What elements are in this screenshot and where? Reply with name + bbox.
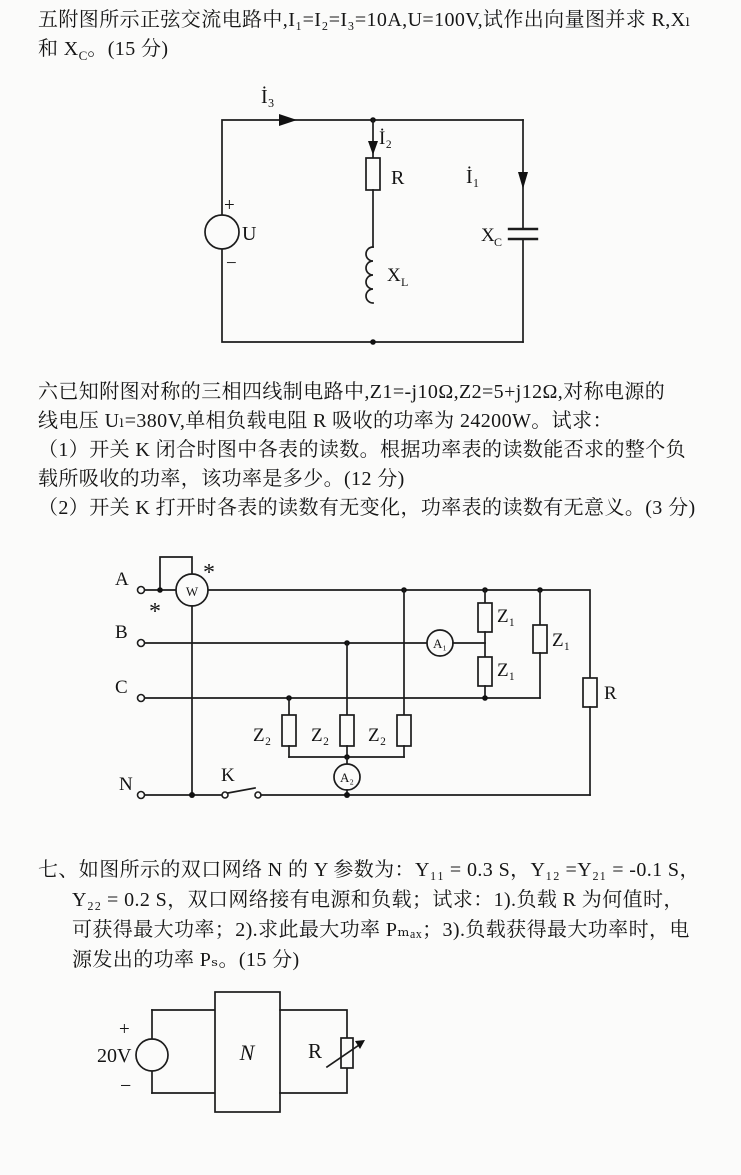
middle-branch [366, 117, 408, 345]
problem6-line2: 线电压 Uₗ=380V,单相负载电阻 R 吸收的功率为 24200W。试求： [38, 410, 613, 432]
circuit-diagram-two-port [90, 985, 390, 1120]
z1-right-label: Z₁ [552, 630, 571, 651]
phase-c-line [115, 677, 540, 702]
two-port-network-box [215, 992, 280, 1112]
problem6-line3: （1）开关 K 闭合时图中各表的读数。根据功率表的读数能否求的整个负 [38, 439, 687, 461]
wattmeter-star-bottom: * [149, 599, 161, 625]
r-load-branch [583, 678, 617, 795]
z2-mid-label: Z₂ [311, 725, 330, 746]
source-minus: − [120, 1075, 132, 1097]
problem7-line1: 七、如图所示的双口网络 N 的 Y 参数为：Y₁₁ = 0.3 S，Y₁₂ =Y₂₁ = -0.1 S， [38, 859, 700, 881]
wattmeter-star-top: * [203, 560, 215, 586]
z1-load-network [478, 587, 570, 701]
circuit-diagram-three-phase [100, 545, 660, 815]
problem6-line1: 六已知附图对称的三相四线制电路中,Z1=-j10Ω,Z2=5+j12Ω,对称电源的 [38, 381, 666, 403]
phase-b-label: B [115, 622, 128, 643]
phase-c-label: C [115, 677, 128, 698]
network-label: N [239, 1040, 255, 1065]
source-u-label: U [242, 223, 257, 245]
phase-b-line [115, 622, 485, 656]
z2-left-label: Z₂ [253, 725, 272, 746]
problem5-line2-sub: C [78, 48, 88, 63]
source-plus: + [119, 1019, 130, 1040]
resistor-r-label: R [391, 167, 405, 189]
z2-right-label: Z₂ [368, 725, 387, 746]
load-r-label: R [308, 1039, 323, 1063]
impedance-z2-mid [340, 715, 354, 746]
source-plus: + [224, 195, 235, 216]
z2-load-network [253, 587, 411, 795]
z1-bottom-label: Z₁ [497, 660, 516, 681]
switch-contact-right [255, 792, 261, 798]
i3-label: İ₃ [261, 86, 275, 108]
i1-label: İ₁ [466, 166, 480, 188]
terminal-b [138, 640, 145, 647]
i1-arrow [518, 172, 528, 189]
inductor-label-sub: L [401, 275, 409, 289]
load-port [280, 1010, 365, 1093]
wattmeter [149, 560, 215, 795]
load-r-label: R [604, 683, 617, 704]
circuit-diagram-ac [180, 75, 603, 365]
terminal-c [138, 695, 145, 702]
wattmeter-label: W [185, 584, 199, 599]
problem5-line2-post: 。(15 分) [87, 38, 169, 60]
impedance-z1-bottom [478, 657, 492, 686]
ammeter-a1-label: A₁ [433, 636, 447, 651]
switch-k-label: K [221, 765, 235, 786]
voltage-source-20v [97, 1019, 168, 1097]
right-branch [466, 165, 537, 249]
switch-contact-left [222, 792, 228, 798]
inductor-label-base: X [387, 265, 401, 286]
problem6-line4: 载所吸收的功率，该功率是多少。(12 分) [38, 468, 405, 490]
terminal-a [138, 587, 145, 594]
problem7-line3: 可获得最大功率；2).求此最大功率 Pₘₐₓ；3).负载获得最大功率时，电 [72, 919, 690, 941]
phase-a-label: A [115, 569, 129, 590]
problem7-line4: 源发出的功率 Pₛ。(15 分) [72, 949, 300, 971]
problem5-line2-pre: 和 X [38, 38, 79, 60]
problem6-line5: （2）开关 K 打开时各表的读数有无变化，功率表的读数有无意义。(3 分) [38, 497, 696, 519]
i2-arrow [368, 141, 378, 155]
impedance-z1-top [478, 603, 492, 632]
resistor-r [366, 158, 380, 190]
source-minus: − [226, 253, 237, 274]
capacitor-label-base: X [481, 225, 495, 246]
source-value-label: 20V [97, 1045, 132, 1067]
ammeter-a2-label: A₂ [340, 770, 354, 785]
terminal-n [138, 792, 145, 799]
source-symbol [136, 1039, 168, 1071]
voltage-source-u [205, 195, 257, 274]
z1-top-label: Z₁ [497, 606, 516, 627]
switch-blade [228, 788, 255, 793]
problem5-line2 [38, 36, 168, 69]
i2-label: İ₂ [379, 128, 392, 149]
neutral-label: N [119, 774, 133, 795]
inductor-coil [366, 247, 373, 303]
impedance-z1-right [533, 625, 547, 653]
load-resistor-r [583, 678, 597, 707]
problem5-line1: 五附图所示正弦交流电路中,I₁=I₂=I₃=10A,U=100V,试作出向量图并求 R,Xₗ [38, 9, 691, 31]
impedance-z2-right [397, 715, 411, 746]
problem7-line2: Y₂₂ = 0.2 S，双口网络接有电源和负载；试求：1).负载 R 为何值时， [72, 889, 684, 911]
capacitor-label-sub: C [494, 235, 503, 249]
impedance-z2-left [282, 715, 296, 746]
